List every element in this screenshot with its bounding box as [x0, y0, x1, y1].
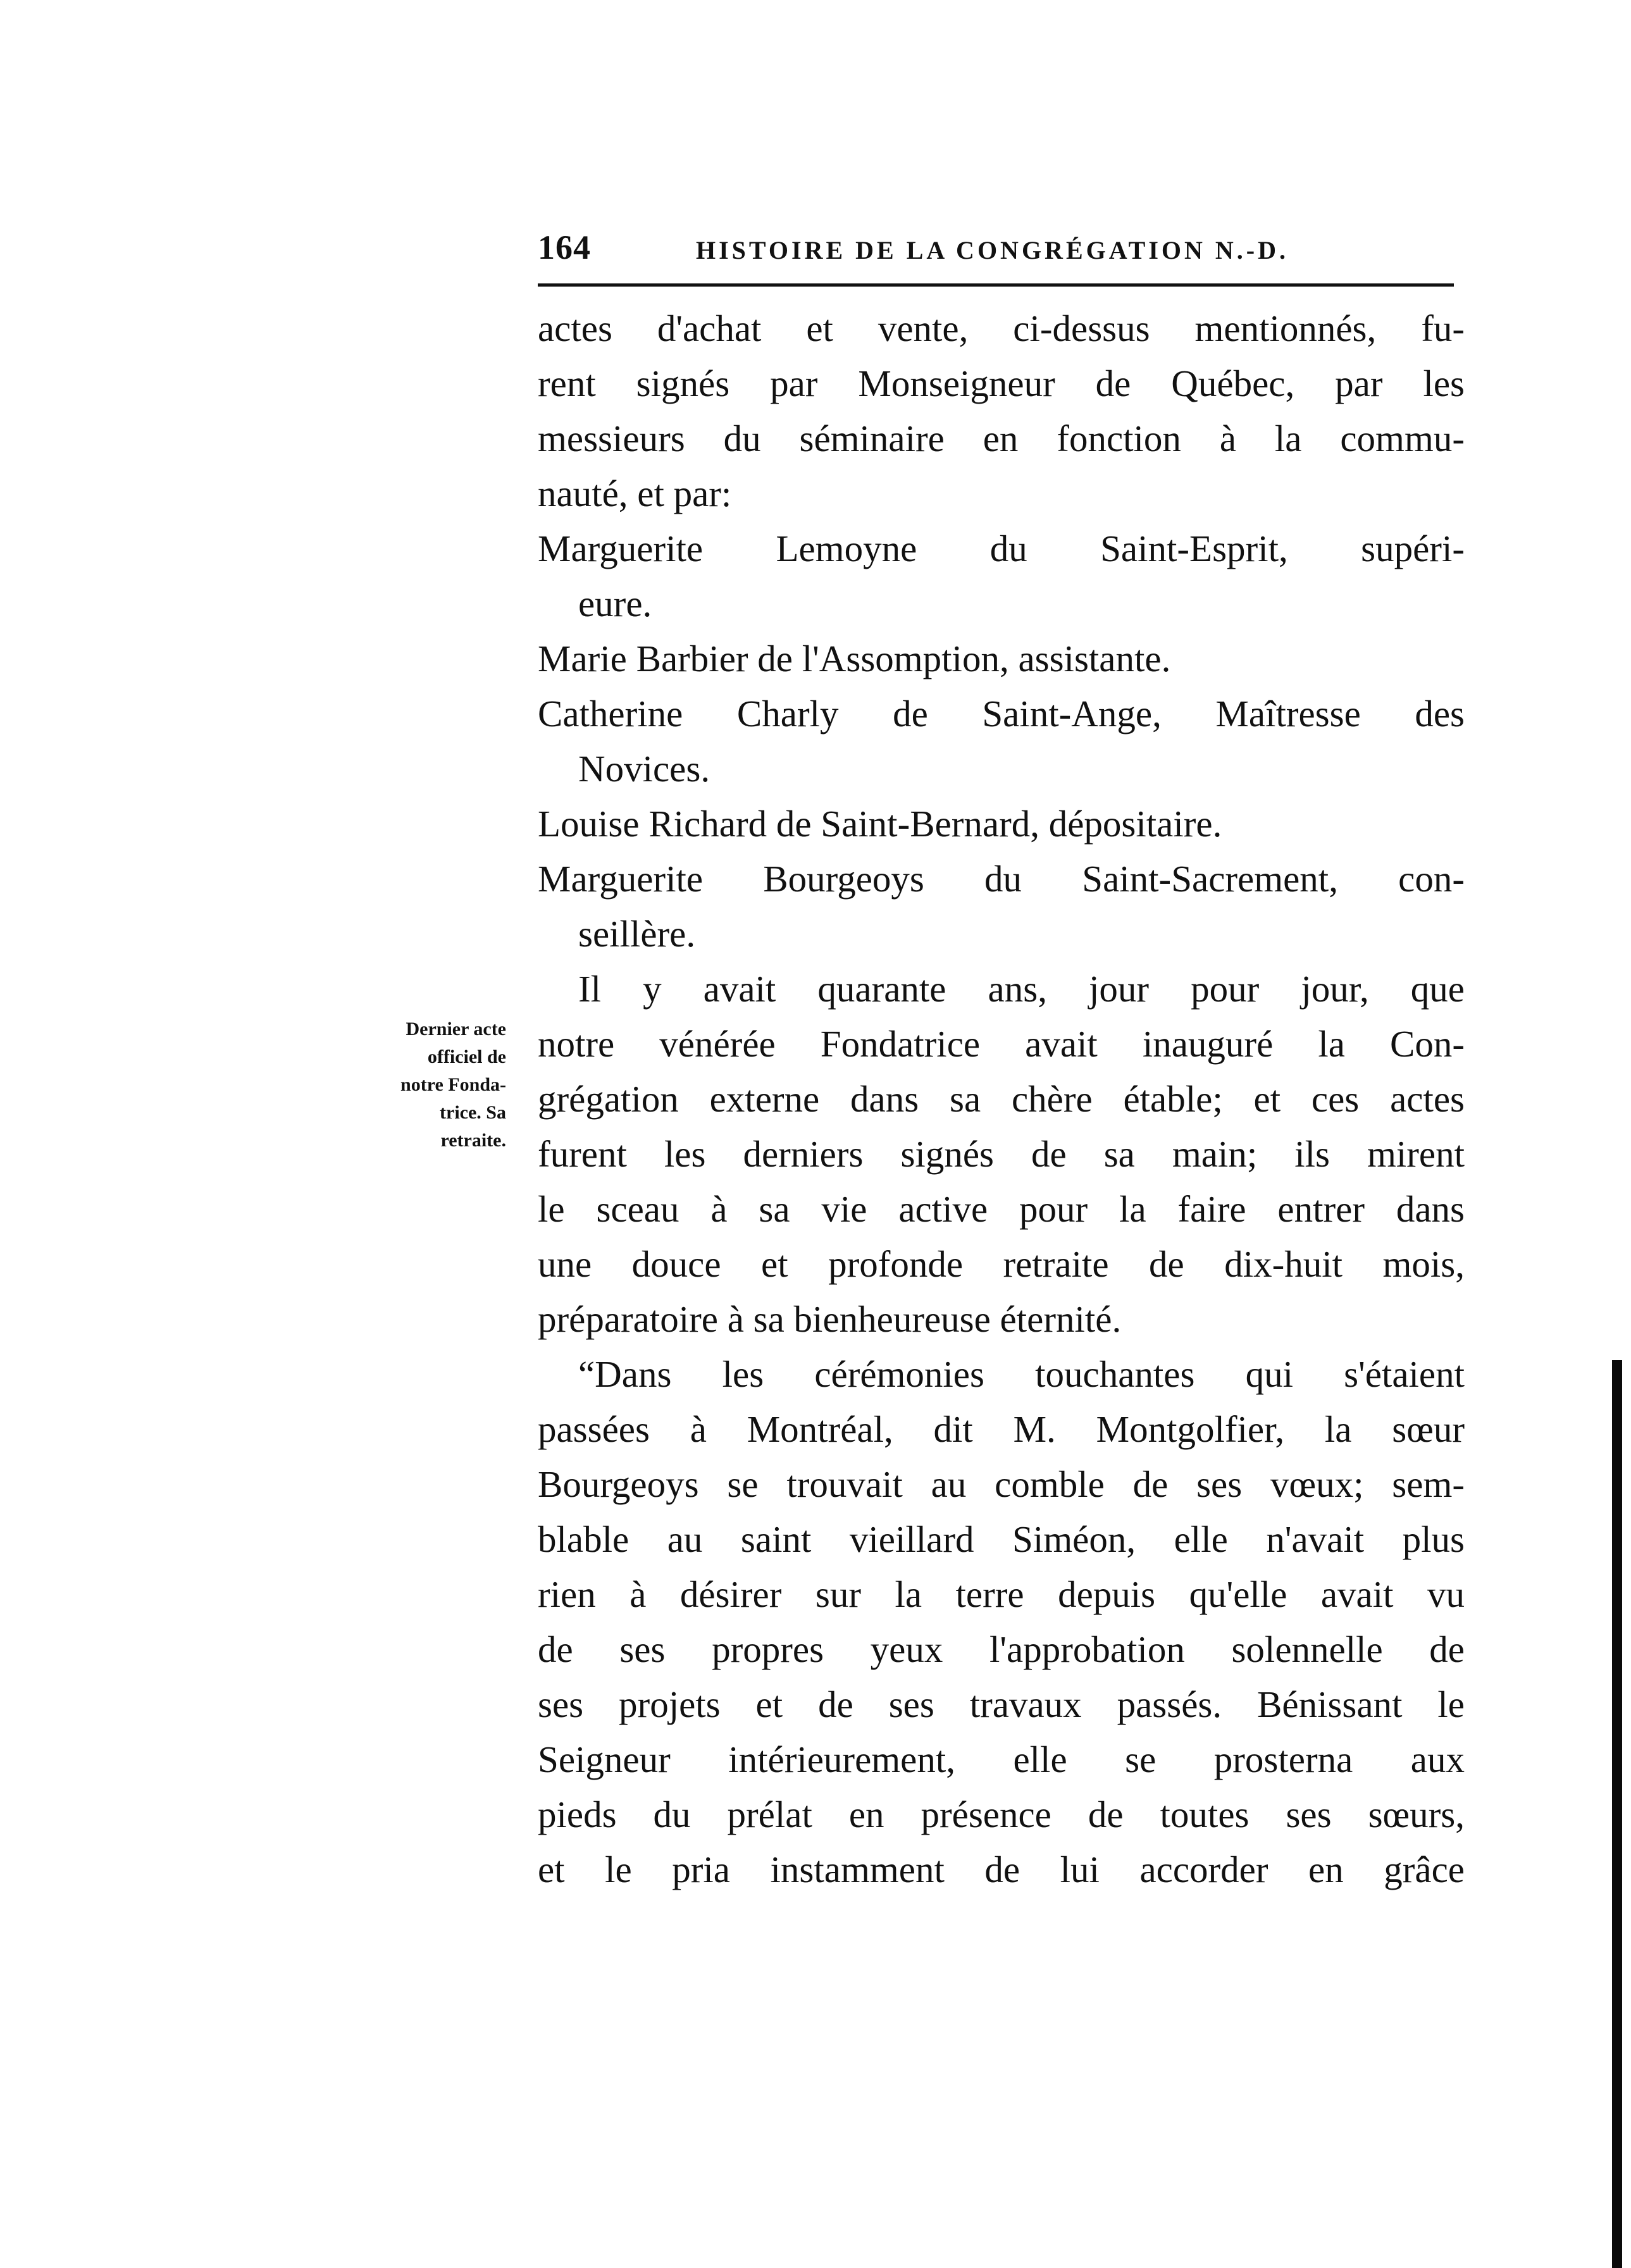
- margin-note: [370, 1015, 506, 1155]
- signatory-line: eure.: [578, 583, 652, 624]
- text-line: blable au saint vieillard Siméon, elle n'avait plus: [538, 1518, 1465, 1560]
- text-line: préparatoire à sa bienheureuse éternité.: [538, 1298, 1122, 1340]
- margin-note-line: notre Fonda-: [400, 1074, 506, 1095]
- scan-edge-shadow: [1612, 1360, 1622, 2268]
- text-line: notre vénérée Fondatrice avait inauguré la Con-: [538, 1023, 1465, 1065]
- page-number: 164: [538, 228, 591, 266]
- signatory-line: Catherine Charly de Saint-Ange, Maîtresse des: [538, 693, 1465, 734]
- signatory-line: seillère.: [578, 913, 696, 955]
- signatory-line: Marguerite Bourgeoys du Saint-Sacrement, con-: [538, 858, 1465, 900]
- margin-note-line: retraite.: [440, 1130, 506, 1151]
- running-title: HISTOIRE DE LA CONGRÉGATION N.-D.: [696, 236, 1289, 264]
- text-line: ses projets et de ses travaux passés. Bénissant le: [538, 1683, 1465, 1725]
- text-line: furent les derniers signés de sa main; ils mirent: [538, 1133, 1465, 1175]
- text-line: messieurs du séminaire en fonction à la commu-: [538, 418, 1465, 459]
- text-line: Il y avait quarante ans, jour pour jour, que: [578, 968, 1465, 1010]
- text-line: “Dans les cérémonies touchantes qui s'étaient: [578, 1353, 1465, 1395]
- signatory-line: Marie Barbier de l'Assomption, assistante.: [538, 638, 1171, 679]
- text-line: rien à désirer sur la terre depuis qu'elle avait vu: [538, 1573, 1465, 1615]
- signatory-line: Marguerite Lemoyne du Saint-Esprit, supéri-: [538, 528, 1465, 569]
- text-line: de ses propres yeux l'approbation solennelle de: [538, 1628, 1465, 1670]
- body-text: [538, 301, 1465, 1897]
- signatory-line: Louise Richard de Saint-Bernard, dépositaire.: [538, 803, 1222, 845]
- signatory-line: Novices.: [578, 748, 710, 790]
- margin-note-line: officiel de: [427, 1046, 506, 1067]
- margin-note-line: trice. Sa: [440, 1102, 506, 1123]
- text-line: et le pria instamment de lui accorder en grâce: [538, 1849, 1465, 1890]
- text-line: le sceau à sa vie active pour la faire entrer dans: [538, 1188, 1465, 1230]
- text-line: une douce et profonde retraite de dix-huit mois,: [538, 1243, 1465, 1285]
- text-line: pieds du prélat en présence de toutes ses sœurs,: [538, 1794, 1465, 1835]
- margin-note-line: Dernier acte: [406, 1019, 506, 1039]
- header-rule: [538, 283, 1454, 287]
- text-line: grégation externe dans sa chère étable; et ces actes: [538, 1078, 1465, 1120]
- text-line: actes d'achat et vente, ci-dessus mentionnés, fu-: [538, 307, 1465, 349]
- text-line: Seigneur intérieurement, elle se prosterna aux: [538, 1738, 1465, 1780]
- text-line: rent signés par Monseigneur de Québec, par les: [538, 363, 1465, 404]
- text-line: nauté, et par:: [538, 473, 732, 514]
- text-line: passées à Montréal, dit M. Montgolfier, la sœur: [538, 1408, 1465, 1450]
- running-header: [538, 228, 1455, 278]
- text-line: Bourgeoys se trouvait au comble de ses vœux; sem-: [538, 1463, 1465, 1505]
